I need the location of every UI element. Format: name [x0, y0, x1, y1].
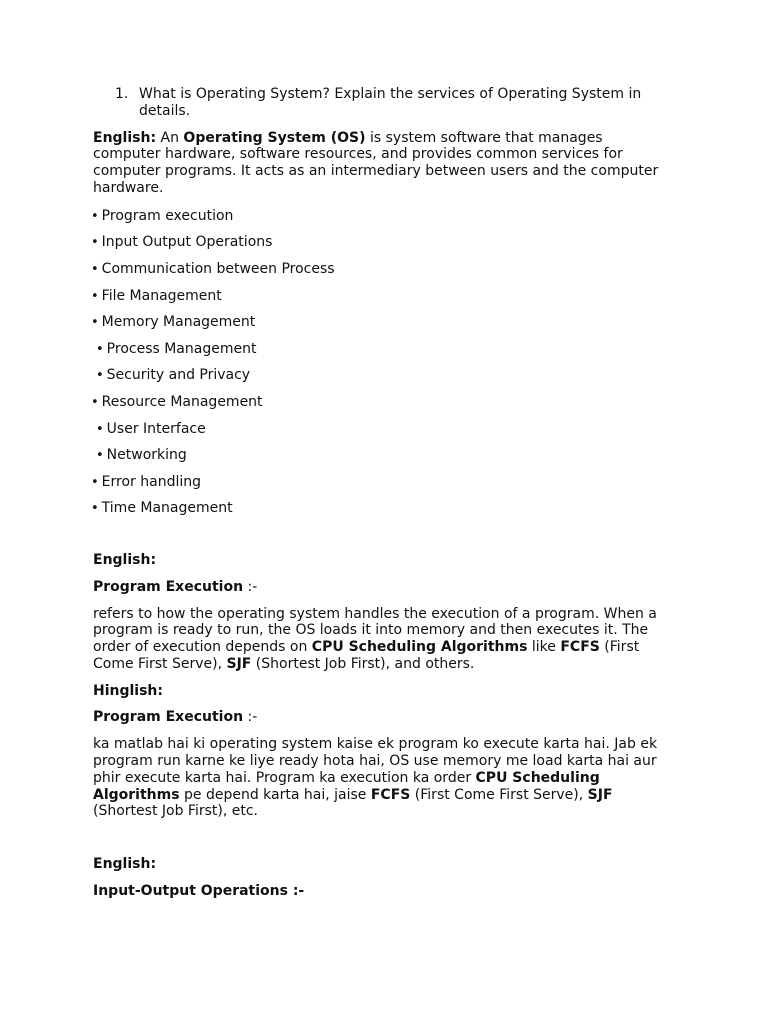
list-item-label: Networking — [106, 447, 187, 464]
section1-title-sep: :- — [243, 709, 258, 726]
list-item — [93, 260, 673, 287]
list-item — [93, 473, 673, 500]
section2-title: Input-Output Operations :- — [93, 883, 305, 900]
bullet-icon: • — [96, 368, 104, 384]
list-item-label: Process Management — [106, 340, 257, 357]
section1-title-sep: :- — [243, 578, 258, 595]
list-item-label: Time Management — [101, 500, 233, 517]
bold-term: CPU Scheduling Algorithms — [93, 769, 600, 803]
list-item-label: Program execution — [101, 207, 234, 224]
section1-title-hi — [93, 709, 673, 726]
list-item-label: Input Output Operations — [101, 234, 273, 251]
question-text: What is Operating System? Explain the services of Operating System in details. — [139, 86, 642, 119]
list-item — [93, 420, 673, 447]
bold-term: SJF — [226, 655, 252, 672]
question-number: 1. — [115, 86, 129, 102]
section2-english-heading: English: — [93, 856, 157, 873]
section1-english-heading: English: — [93, 551, 157, 568]
bullet-icon: • — [91, 394, 99, 410]
bold-term: CPU Scheduling Algorithms — [311, 639, 528, 656]
paragraph-text: (Shortest Job First), etc. — [93, 803, 258, 820]
question-item — [93, 86, 673, 120]
paragraph-text: (First Come First Serve), — [93, 639, 640, 672]
list-item-label: Security and Privacy — [106, 367, 251, 384]
intro-text-1: An — [160, 129, 179, 146]
section1-title: Program Execution — [93, 578, 244, 595]
bullet-icon: • — [91, 474, 99, 490]
section-spacer — [93, 526, 673, 552]
section1-title: Program Execution — [93, 709, 244, 726]
intro-paragraph — [93, 130, 673, 197]
bullet-icon: • — [96, 448, 104, 464]
bullet-icon: • — [91, 501, 99, 517]
list-item-label: Memory Management — [101, 314, 256, 331]
bullet-icon: • — [91, 208, 99, 224]
list-item — [93, 207, 673, 234]
section1-hinglish-heading: Hinglish: — [93, 682, 163, 699]
list-item — [93, 287, 673, 314]
list-item-label: Error handling — [101, 473, 201, 490]
services-list — [93, 207, 673, 526]
list-item-label: Communication between Process — [101, 260, 335, 277]
bullet-icon: • — [96, 341, 104, 357]
list-item — [93, 340, 673, 367]
bullet-icon: • — [91, 315, 99, 331]
list-item — [93, 446, 673, 473]
list-item-label: Resource Management — [101, 393, 263, 410]
bullet-icon: • — [96, 421, 104, 437]
bullet-icon: • — [91, 235, 99, 251]
list-item — [93, 393, 673, 420]
paragraph-text: (First Come First Serve), — [414, 786, 584, 803]
list-item — [93, 499, 673, 526]
intro-text-2: is system software that manages computer hardware, software resources, and provides common services for computer programs. It acts as an intermediary between users and the computer hardware. — [93, 129, 659, 196]
list-item-label: User Interface — [106, 420, 206, 437]
bullet-icon: • — [91, 288, 99, 304]
bullet-icon: • — [91, 261, 99, 277]
paragraph-text: like — [531, 639, 556, 656]
bold-term: SJF — [587, 786, 613, 803]
section-spacer — [93, 830, 673, 856]
paragraph-text: (Shortest Job First), and others. — [255, 655, 475, 672]
list-item — [93, 366, 673, 393]
list-item-label: File Management — [101, 287, 222, 304]
section1-english-paragraph — [93, 606, 673, 673]
list-item — [93, 313, 673, 340]
intro-english-label: English: — [93, 129, 157, 146]
document-page — [93, 86, 673, 910]
paragraph-text: pe depend karta hai, jaise — [184, 786, 367, 803]
section1-hinglish-paragraph — [93, 736, 673, 820]
paragraph-text: refers to how the operating system handles the execution of a program. When a program is ready to run, the OS loads it into memory and then executes it. The order of execution depends on — [93, 605, 657, 656]
section1-title-en — [93, 579, 673, 596]
paragraph-text: ka matlab hai ki operating system kaise ek program ko execute karta hai. Jab ek program run karne ke liye ready hota hai, OS use memory me load karta hai aur phir execute karta hai. Program ka execution ka order — [93, 736, 658, 786]
intro-term: Operating System (OS) — [183, 129, 366, 146]
bold-term: FCFS — [370, 786, 411, 803]
bold-term: FCFS — [560, 639, 600, 656]
list-item — [93, 233, 673, 260]
